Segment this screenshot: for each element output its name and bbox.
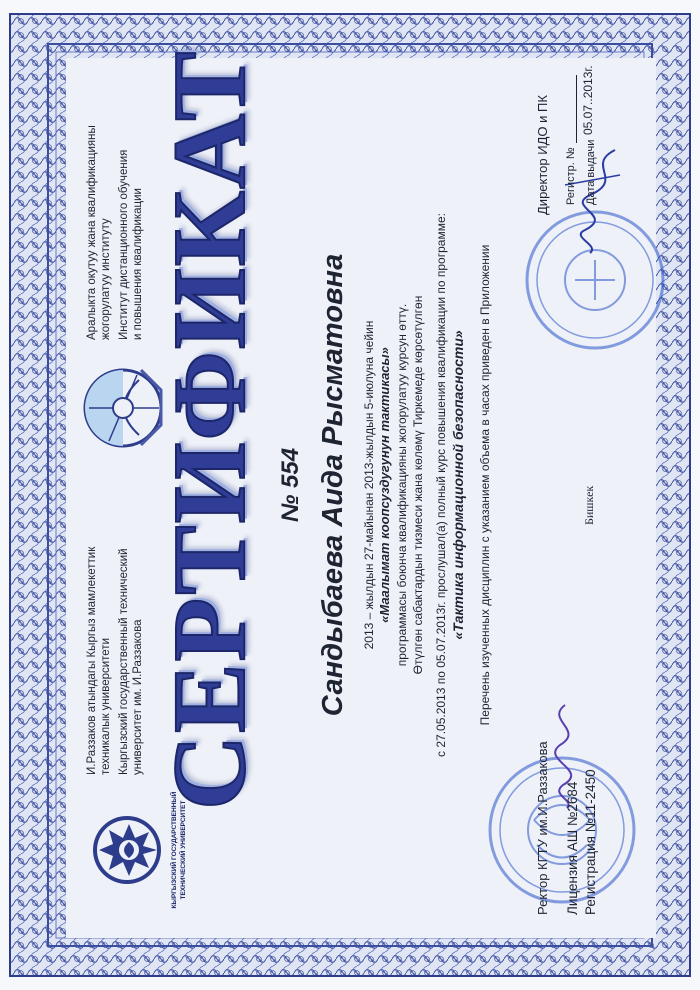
rector-title: Ректор КГТУ им.И.Раззакова xyxy=(535,741,550,915)
ky-subjects: Өтүлгөн сабактардын тизмеси жана көлөмү Тиркемеде көрсөтүлгөн xyxy=(411,295,425,675)
reg-line xyxy=(576,75,577,143)
license-number: Лицензия АШ №2684 xyxy=(565,781,580,915)
certificate-number: № 554 xyxy=(277,447,304,523)
institute-ru-line2: и повышения квалификации xyxy=(132,188,144,340)
ru-course: «Тактика информационной безопасности» xyxy=(450,330,466,640)
registration-number: Регистрация №11-2450 xyxy=(583,769,598,915)
ru-period: с 27.05.2013 по 05.07.2013г. прослушал(а) полный курс повышения квалификации по программе: xyxy=(434,213,448,757)
institute-ky-line2: жогорулатуу институту xyxy=(100,218,112,340)
university-ky-line1: И.Раззаков атындагы Кыргыз мамлекеттик xyxy=(86,546,98,775)
university-ky-line2: техникалык университети xyxy=(100,637,112,775)
ky-program: программасы боюнча квалификацияны жогорулатуу курсун өттү. xyxy=(395,303,409,667)
ky-course: «Маалымат коопсуздугунун тактикасы» xyxy=(377,347,392,623)
city: Бишкек xyxy=(582,485,596,525)
kgtu-caption-line2: ТЕХНИЧЕСКИЙ УНИВЕРСИТЕТ xyxy=(180,800,187,900)
kgtu-emblem-icon xyxy=(87,810,167,890)
reg-label: Регистр. № xyxy=(565,147,577,205)
institute-ky-line1: Аралыкта окутуу жана квалификацияны xyxy=(86,125,98,340)
university-ru-line1: Кыргызский государственный технический xyxy=(118,548,130,775)
ky-period: 2013 – жылдын 27-майынан 2013-жылдын 5-июлуна чейин xyxy=(362,320,376,650)
director-title: Директор ИДО и ПК xyxy=(535,95,550,215)
certificate-title: СЕРТИФИКАТ xyxy=(152,49,267,810)
issue-date: 05.07..2013г. xyxy=(581,65,595,135)
certificate-content xyxy=(77,45,647,925)
holder-name: Сандыбаева Аида Рысматовна xyxy=(317,253,349,717)
date-label: Дата выдачи xyxy=(585,139,597,205)
institute-ru-line1: Институт дистанционного обучения xyxy=(118,149,130,340)
university-ru-line2: университет им. И.Раззакова xyxy=(132,619,144,775)
ru-subjects: Перечень изученных дисциплин с указанием объема в часах приведен в Приложении xyxy=(478,244,492,726)
kgtu-caption-line1: КЫРГЫЗСКИЙ ГОСУДАРСТВЕННЫЙ xyxy=(171,791,178,909)
